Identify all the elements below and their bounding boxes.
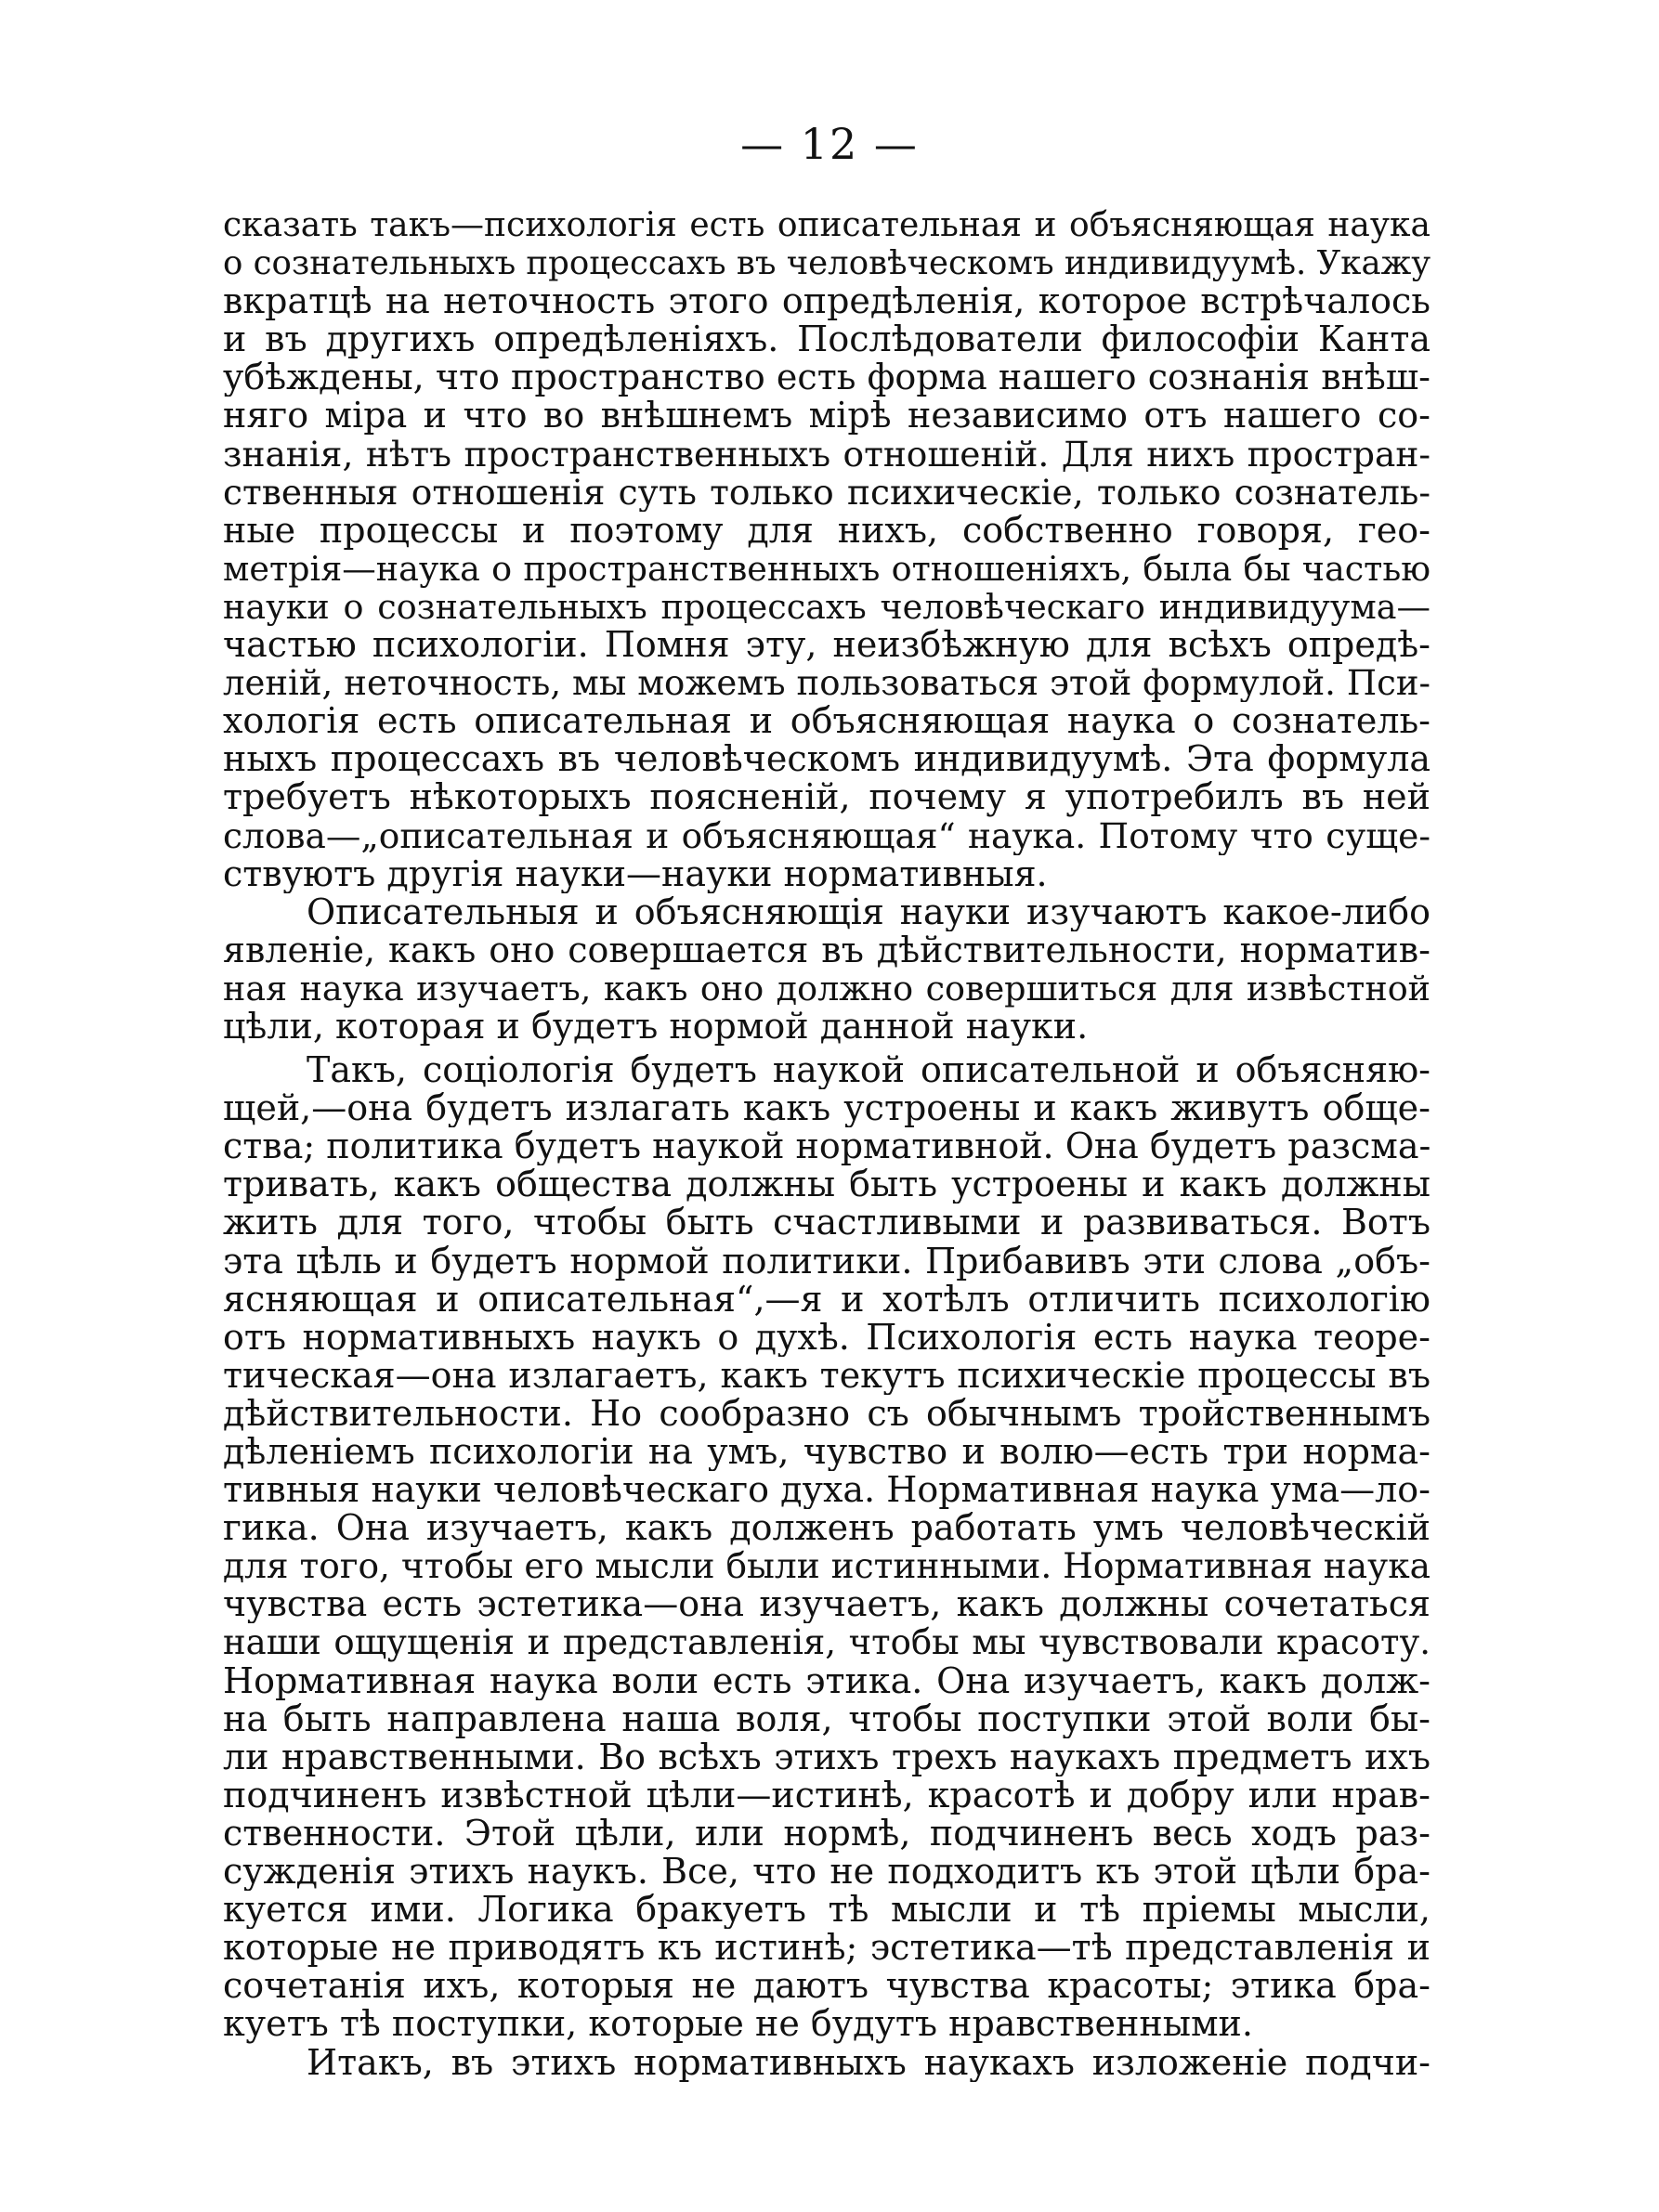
text-line: о сознательныхъ процессахъ въ человѣческомъ индивидуумѣ. Укажу (223, 244, 1430, 283)
text-line: вкратцѣ на неточность этого опредѣленія, которое встрѣчалось (223, 282, 1430, 321)
paragraph-first-line: Итакъ, въ этихъ нормативныхъ наукахъ изложеніе подчи- (307, 2043, 1430, 2082)
text-line: сужденія этихъ наукъ. Все, что не подходитъ къ этой цѣли бра- (223, 1853, 1430, 1892)
text-line: требуетъ нѣкоторыхъ поясненій, почему я употребилъ въ ней (223, 778, 1430, 817)
text-line: слова—„описательная и объясняющая“ наука. Потому что суще- (223, 816, 1430, 855)
text-line: жить для того, чтобы быть счастливыми и развиваться. Вотъ (223, 1204, 1430, 1243)
text-line: и въ другихъ опредѣленіяхъ. Послѣдователи философіи Канта (223, 320, 1430, 359)
text-line: наши ощущенія и представленія, чтобы мы чувствовали красоту. (223, 1623, 1430, 1662)
text-line: куется ими. Логика бракуетъ тѣ мысли и тѣ пріемы мысли, (223, 1891, 1430, 1930)
body-text (223, 206, 1430, 2082)
text-line: подчиненъ извѣстной цѣли—истинѣ, красотѣ и добру или нрав- (223, 1776, 1430, 1815)
paragraph-first-line: Описательныя и объясняющія науки изучаютъ какое-либо (307, 892, 1430, 931)
text-line: метрія—наука о пространственныхъ отношеніяхъ, была бы частью (223, 549, 1430, 588)
text-line: явленіе, какъ оно совершается въ дѣйствительности, норматив- (223, 930, 1430, 969)
text-line: куетъ тѣ поступки, которые не будутъ нравственными. (223, 2005, 1253, 2044)
text-line: на быть направлена наша воля, чтобы поступки этой воли бы- (223, 1699, 1430, 1738)
text-line: дѣйствительности. Но сообразно съ обычнымъ тройственнымъ (223, 1394, 1430, 1433)
text-line: частью психологіи. Помня эту, неизбѣжную для всѣхъ опредѣ- (223, 626, 1430, 665)
text-line: сказать такъ—психологія есть описательная и объясняющая наука (223, 206, 1430, 244)
text-line: ственности. Этой цѣли, или нормѣ, подчиненъ весь ходъ раз- (223, 1814, 1430, 1854)
paragraph-first-line: Такъ, соціологія будетъ наукой описательной и объясняю- (307, 1051, 1430, 1090)
page-number: — 12 — (740, 119, 919, 169)
text-line: сочетанія ихъ, которыя не даютъ чувства красоты; этика бра- (223, 1967, 1430, 2006)
text-line: чувства есть эстетика—она изучаетъ, какъ должны сочетаться (223, 1585, 1430, 1624)
text-line: щей,—она будетъ излагать какъ устроены и какъ живутъ обще- (223, 1089, 1430, 1128)
text-line: Нормативная наука воли есть этика. Она изучаетъ, какъ долж- (223, 1661, 1430, 1700)
text-line: знанія, нѣтъ пространственныхъ отношеній. Для нихъ простран- (223, 435, 1430, 474)
text-line: леній, неточность, мы можемъ пользоваться этой формулой. Пси- (223, 664, 1430, 703)
text-line: тривать, какъ общества должны быть устроены и какъ должны (223, 1165, 1430, 1204)
text-line: отъ нормативныхъ наукъ о духѣ. Психологія есть наука теоре- (223, 1318, 1430, 1357)
text-line: гика. Она изучаетъ, какъ долженъ работать умъ человѣческій (223, 1509, 1430, 1548)
text-line: ныхъ процессахъ въ человѣческомъ индивидуумѣ. Эта формула (223, 740, 1430, 779)
text-line: ная наука изучаетъ, какъ оно должно совершиться для извѣстной (223, 969, 1430, 1008)
text-line: ствуютъ другія науки—науки нормативныя. (223, 854, 1048, 893)
text-line: которые не приводятъ къ истинѣ; эстетика—тѣ представленія и (223, 1929, 1430, 1968)
text-line: цѣли, которая и будетъ нормой данной науки. (223, 1007, 1089, 1047)
text-line: хологія есть описательная и объясняющая наука о сознатель- (223, 702, 1430, 741)
text-line: эта цѣль и будетъ нормой политики. Прибавивъ эти слова „объ- (223, 1242, 1430, 1281)
text-line: ственныя отношенія суть только психическіе, только сознатель- (223, 473, 1430, 512)
text-line: ные процессы и поэтому для нихъ, собственно говоря, гео- (223, 511, 1430, 550)
text-line: няго міра и что во внѣшнемъ мірѣ независимо отъ нашего со- (223, 397, 1430, 436)
text-line: тическая—она излагаетъ, какъ текутъ психическіе процессы въ (223, 1356, 1430, 1395)
text-line: убѣждены, что пространство есть форма нашего сознанія внѣш- (223, 358, 1430, 397)
text-line: для того, чтобы его мысли были истинными. Нормативная наука (223, 1547, 1430, 1586)
text-line: тивныя науки человѣческаго духа. Нормативная наука ума—ло- (223, 1471, 1430, 1510)
text-line: ясняющая и описательная“,—я и хотѣлъ отличить психологію (223, 1280, 1430, 1319)
text-line: науки о сознательныхъ процессахъ человѣческаго индивидуума— (223, 587, 1430, 627)
text-line: дѣленіемъ психологіи на умъ, чувство и волю—есть три норма- (223, 1433, 1430, 1472)
text-line: ли нравственными. Во всѣхъ этихъ трехъ наукахъ предметъ ихъ (223, 1737, 1430, 1776)
text-line: ства; политика будетъ наукой нормативной. Она будетъ разсма- (223, 1127, 1430, 1166)
